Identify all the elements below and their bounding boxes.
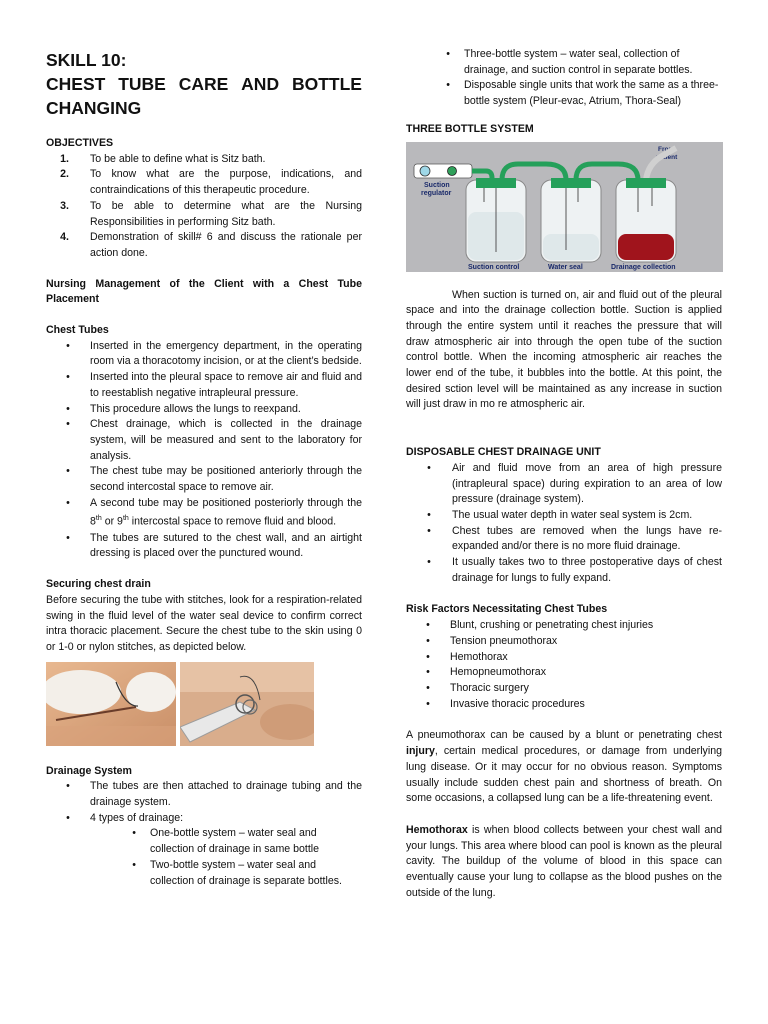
suction-paragraph: When suction is turned on, air and fluid out of the pleural space and into the drainage collection bottle. Suction is applied through the entire system until it reaches the pressure that will draw atmospheric air into through the open tube of the suction control bottle. When the incoming atmospheric air reaches the lower end of the tube, it bubbles into the bottle. At this point, the desired sction level will be maintained as any increase in suction will just draw in mo re atmospheric air.: [406, 288, 722, 411]
suction-control-label: Suction control: [468, 263, 520, 271]
objectives-heading: OBJECTIVES: [46, 137, 114, 149]
list-item: • Blunt, crushing or penetrating chest injuries: [426, 619, 654, 632]
chest-tubes-heading: Chest Tubes: [46, 324, 109, 337]
title-word: CARE: [178, 74, 229, 94]
from-patient-label: From: [658, 145, 675, 153]
list-item: • Thoracic surgery: [426, 681, 529, 694]
skill-title-line: [46, 72, 362, 96]
list-item: • Air and fluid move from an area of high pressure (intrapleural space) during expiration to an area of low pressure (drainage system).: [427, 461, 722, 506]
drainage-system-heading: Drainage System: [46, 764, 132, 777]
title-word: BOTTLE: [291, 74, 362, 94]
drainage-types-list: [46, 826, 362, 889]
nursing-management-heading: Nursing Management of the Client with a Chest Tube Placement: [46, 277, 362, 306]
objective-item: 2. To know what are the purpose, indications, and contraindications of this therapeutic procedure.: [60, 168, 362, 197]
hemothorax-paragraph: Hemothorax is when blood collects between your chest wall and your lungs. This area where blood can pool is known as the pleural cavity. The buildup of the volume of blood in this space can eventually cause your lung to collapse as the blood pushes on the outside of the lung.: [406, 823, 722, 899]
list-item: • Chest drainage, which is collected in the drainage system, will be measured and sent to the laboratory for analysis.: [66, 418, 362, 462]
list-item: • It usually takes two to three postoperative days of chest drainage for lungs to fully expand.: [427, 556, 722, 584]
suction-regulator-label: Suction: [424, 181, 450, 189]
suction-regulator-label: regulator: [421, 189, 452, 197]
skill-title-end: CHANGING: [46, 98, 142, 118]
list-item: • Inserted into the pleural space to remove air and fluid and to reestablish negative intrapleural pressure.: [66, 371, 362, 399]
list-item: • 4 types of drainage:: [66, 811, 184, 824]
from-patient-label: patient: [656, 153, 678, 161]
title-word: TUBE: [118, 74, 166, 94]
objective-item: 4. Demonstration of skill# 6 and discuss the rationale per action done.: [60, 231, 362, 259]
objectives-list: [46, 152, 362, 262]
list-item: • Hemothorax: [426, 650, 508, 663]
suture-photo-1: [46, 662, 176, 746]
list-item: • The chest tube may be positioned anteriorly through the second intercostal space to remove air.: [66, 465, 362, 494]
drainage-collection-label: Drainage collection: [611, 263, 676, 271]
list-item: • Tension pneumothorax: [426, 634, 558, 647]
water-seal-label: Water seal: [548, 263, 583, 271]
skill-number: SKILL 10:: [46, 50, 127, 70]
list-item: • Three-bottle system – water seal, collection of drainage, and suction control in separate bottles.: [446, 48, 693, 76]
list-item: • One-bottle system – water seal and collection of drainage in same bottle: [132, 827, 320, 856]
left-column: [46, 0, 362, 889]
list-item: • The tubes are then attached to drainage tubing and the drainage system.: [66, 780, 362, 809]
securing-heading: Securing chest drain: [46, 578, 151, 591]
list-item: • A second tube may be positioned posteriorly through the 8th or 9th intercostal space to remove fluid and blood.: [66, 496, 362, 528]
drainage-list: [46, 779, 362, 826]
title-word: CHEST: [46, 74, 106, 94]
pneumothorax-paragraph: A pneumothorax can be caused by a blunt or penetrating chest injury, certain medical procedures, or damage from underlying lung disease. Or it may occur for no obvious reason. Symptoms usually include sudden chest pain and shortness of breath. On some occasions, a collapsed lung can be a life-threatening event.: [406, 729, 722, 805]
three-bottle-heading: THREE BOTTLE SYSTEM: [406, 122, 534, 135]
three-bottle-diagram: [406, 142, 723, 272]
list-item: • This procedure allows the lungs to reexpand.: [66, 402, 301, 415]
suture-photo-2: [180, 662, 314, 746]
securing-text: Before securing the tube with stitches, look for a respiration-related swing in the fluid level of the water seal device to confirm correct intra thoracic placement. Secure the chest tube to the skin using 0 or 1-0 or nylon stitches, as depicted below.: [46, 593, 362, 653]
stitching-photos: [46, 662, 362, 746]
chest-tubes-list: [46, 339, 362, 562]
disposable-unit-heading: DISPOSABLE CHEST DRAINAGE UNIT: [406, 446, 601, 459]
list-item: • Disposable single units that work the same as a three-bottle system (Pleur-evac, Atrium, Thora-Seal): [446, 79, 719, 108]
list-item: • Chest tubes are removed when the lungs have re-expanded and/or there is no more fluid drainage.: [427, 524, 722, 553]
list-item: • The usual water depth in water seal system is 2cm.: [427, 508, 693, 521]
list-item: • Invasive thoracic procedures: [426, 697, 585, 710]
objective-item: 3. To be able to determine what are the Nursing Responsibilities in performing Sitz bath.: [60, 199, 362, 228]
risk-factors-list: [406, 618, 722, 712]
list-item: • Inserted in the emergency department, in the operating room via a thoracotomy incision, or at the client’s bedside.: [66, 339, 362, 368]
list-item: • Hemopneumothorax: [426, 666, 546, 679]
drainage-types-list-continued: [360, 47, 722, 110]
list-item: • The tubes are sutured to the chest wall, and an airtight dressing is placed over the punctured wound.: [66, 531, 362, 560]
risk-factors-heading: Risk Factors Necessitating Chest Tubes: [406, 603, 608, 616]
list-item: • Two-bottle system – water seal and collection of drainage is separate bottles.: [132, 858, 342, 887]
title-word: AND: [241, 74, 280, 94]
right-column: [406, 0, 722, 901]
disposable-unit-list: [406, 461, 722, 587]
objective-item: 1. To be able to define what is Sitz bath.: [60, 152, 266, 165]
